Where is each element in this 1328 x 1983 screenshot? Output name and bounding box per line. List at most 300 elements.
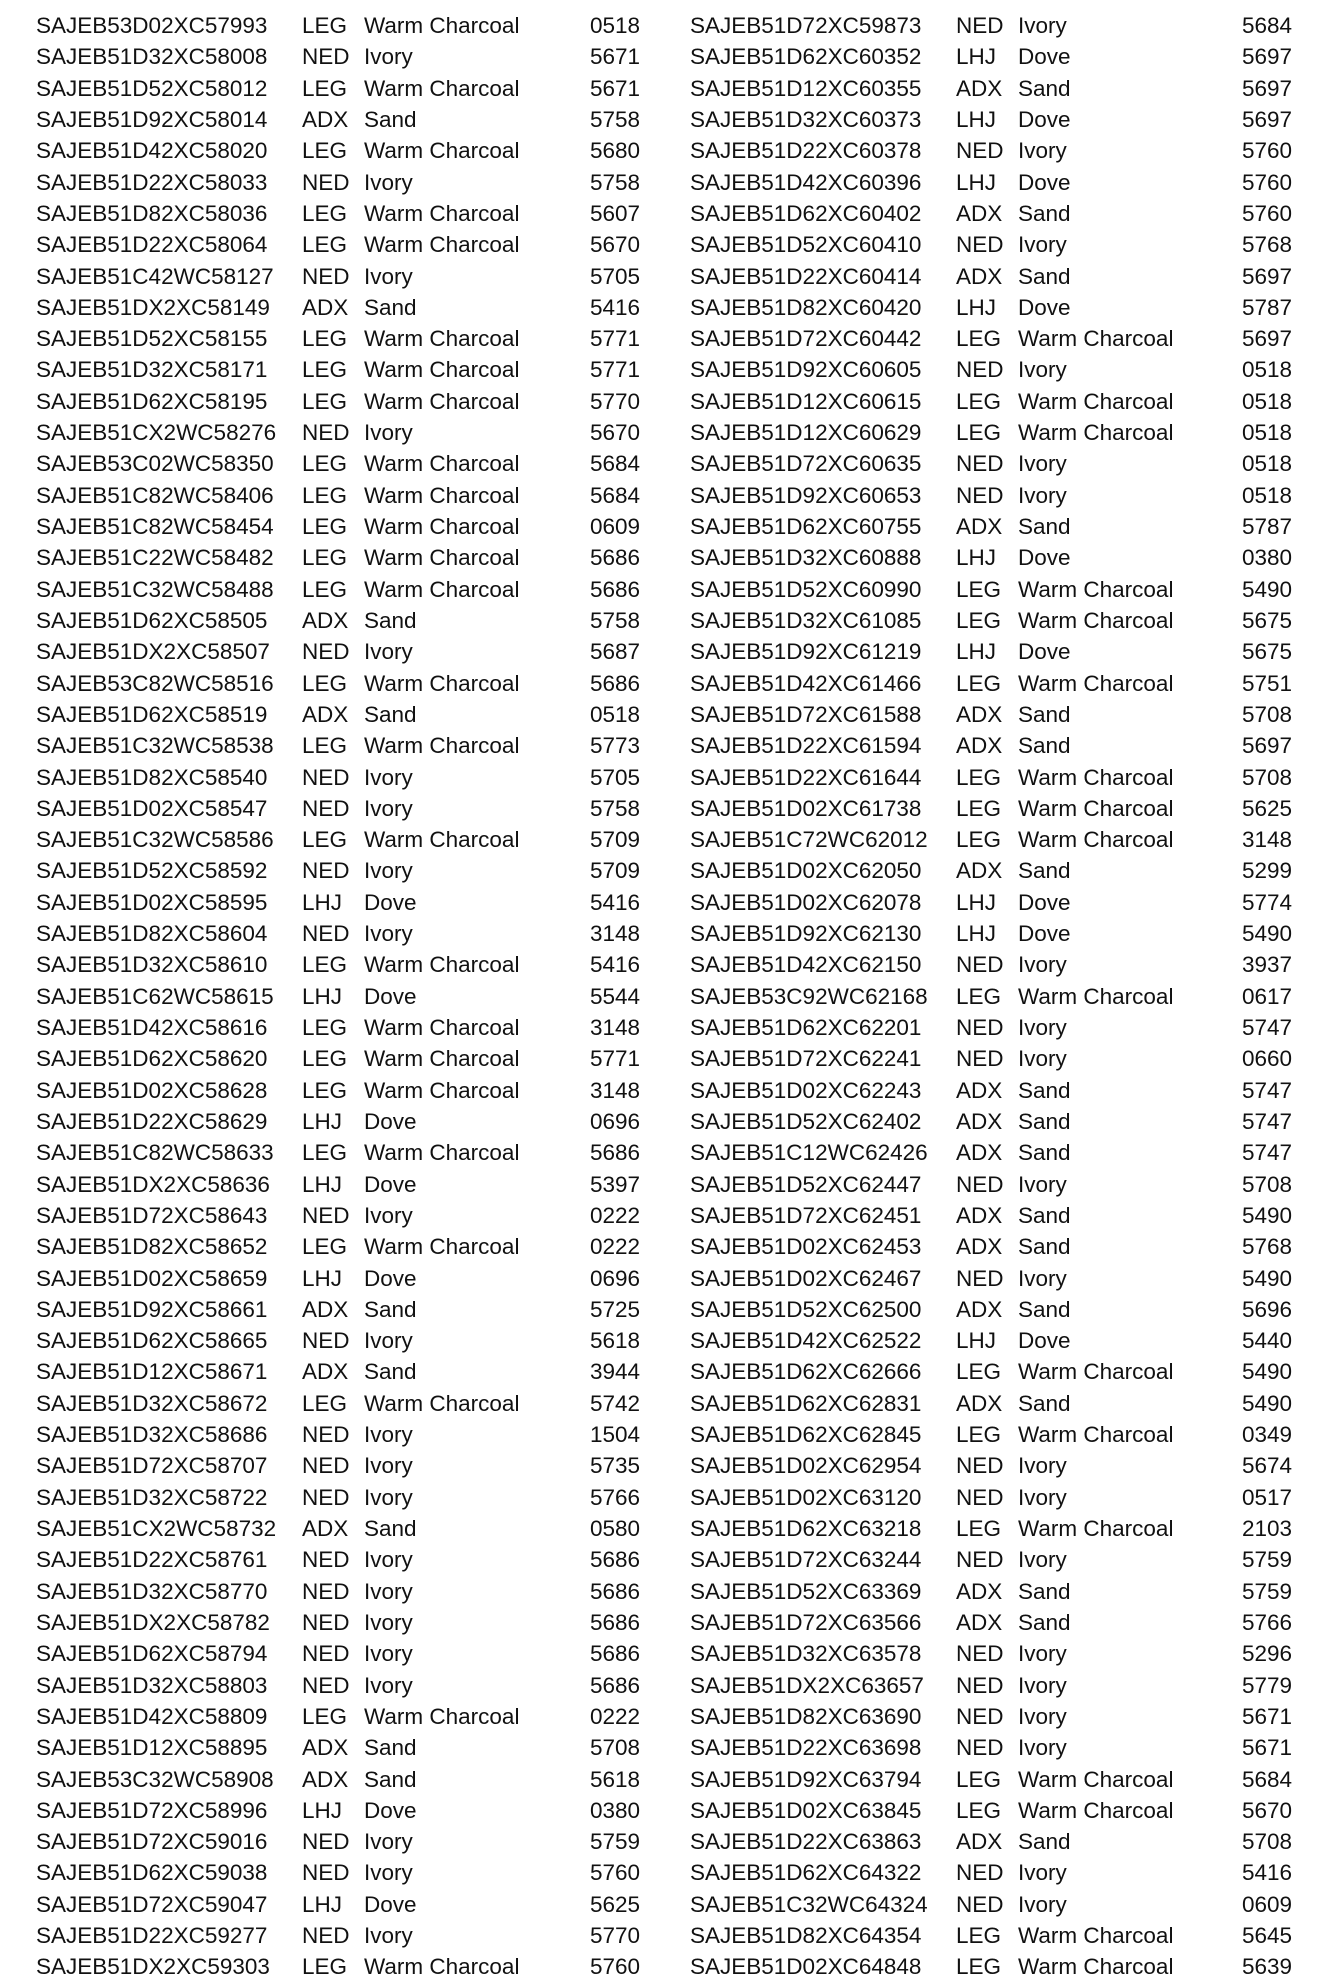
table-row [36, 1638, 648, 1669]
vin-cell: SAJEB51D82XC58604 [36, 921, 268, 947]
code-cell: NED [956, 138, 1004, 164]
code-cell: LEG [956, 764, 1002, 790]
vin-cell: SAJEB51D62XC58195 [36, 388, 268, 414]
code-cell: NED [956, 1672, 1004, 1698]
table-row [36, 1701, 648, 1732]
color-cell: Sand [364, 1296, 417, 1322]
number-cell: 0518 [1242, 482, 1293, 508]
number-cell: 5490 [1242, 1265, 1293, 1291]
table-row [690, 1920, 1300, 1951]
code-cell: NED [302, 1609, 350, 1635]
code-cell: LEG [302, 952, 348, 978]
number-cell: 0222 [590, 1234, 641, 1260]
color-cell: Dove [364, 1797, 417, 1823]
color-cell: Ivory [1018, 1171, 1067, 1197]
code-cell: NED [302, 1641, 350, 1667]
code-cell: ADX [956, 1390, 1003, 1416]
table-row [36, 1951, 648, 1982]
color-cell: Sand [1018, 514, 1071, 539]
color-cell: Dove [1018, 106, 1071, 132]
code-cell: ADX [956, 1140, 1003, 1166]
number-cell: 5671 [1242, 1703, 1293, 1729]
number-cell: 5686 [590, 1672, 641, 1698]
vin-cell: SAJEB51C32WC64324 [690, 1891, 928, 1917]
number-cell: 5618 [590, 1766, 641, 1792]
table-row [690, 1513, 1300, 1544]
table-row [690, 292, 1300, 323]
color-cell: Ivory [1018, 451, 1067, 477]
number-cell: 5709 [590, 858, 641, 884]
code-cell: LHJ [302, 1108, 343, 1134]
table-row [36, 1576, 648, 1607]
color-cell: Warm Charcoal [364, 138, 520, 164]
table-row [690, 1325, 1300, 1356]
table-row [690, 261, 1300, 292]
number-cell: 0380 [590, 1797, 641, 1823]
table-row [36, 1043, 648, 1074]
number-cell: 5625 [1242, 795, 1293, 821]
number-cell: 5760 [590, 1954, 641, 1980]
table-row [36, 480, 648, 511]
code-cell: LEG [302, 388, 348, 414]
code-cell: LEG [302, 200, 348, 226]
color-cell: Dove [1018, 545, 1071, 571]
code-cell: LEG [302, 357, 348, 383]
vin-cell: SAJEB51D42XC62150 [690, 952, 922, 978]
code-cell: ADX [302, 1359, 349, 1385]
number-cell: 5686 [590, 576, 641, 602]
number-cell: 5684 [1242, 1766, 1293, 1792]
vin-cell: SAJEB51D72XC62241 [690, 1046, 922, 1072]
code-cell: ADX [956, 75, 1003, 101]
color-cell: Sand [1018, 1609, 1071, 1635]
table-row [36, 668, 648, 699]
table-row [690, 542, 1300, 573]
vin-cell: SAJEB51D12XC60629 [690, 420, 922, 446]
vin-cell: SAJEB51D02XC62050 [690, 858, 922, 884]
table-row [690, 1356, 1300, 1387]
code-cell: NED [956, 451, 1004, 477]
vin-cell: SAJEB51C72WC62012 [690, 827, 928, 853]
number-cell: 5708 [1242, 1829, 1293, 1855]
number-cell: 5705 [590, 263, 641, 289]
vin-cell: SAJEB53C92WC62168 [690, 983, 928, 1009]
table-row [36, 918, 648, 949]
code-cell: LHJ [302, 983, 343, 1009]
code-cell: ADX [302, 1516, 349, 1541]
code-cell: NED [302, 263, 350, 289]
code-cell: ADX [302, 701, 349, 727]
color-cell: Ivory [364, 1202, 413, 1228]
vin-cell: SAJEB51C12WC62426 [690, 1140, 928, 1166]
code-cell: LHJ [956, 545, 997, 571]
color-cell: Ivory [364, 764, 413, 790]
vin-cell: SAJEB51D62XC58519 [36, 701, 268, 727]
vin-cell: SAJEB51D32XC58672 [36, 1390, 268, 1416]
number-cell: 5697 [1242, 106, 1293, 132]
color-cell: Warm Charcoal [364, 670, 520, 696]
color-cell: Warm Charcoal [1018, 983, 1174, 1009]
table-row [36, 1764, 648, 1795]
table-row [36, 1294, 648, 1325]
table-row [36, 354, 648, 385]
vin-cell: SAJEB51DX2XC58636 [36, 1171, 270, 1197]
color-cell: Sand [364, 294, 417, 320]
color-cell: Ivory [1018, 1703, 1067, 1729]
color-cell: Sand [364, 1735, 417, 1761]
table-row [690, 1075, 1300, 1106]
code-cell: NED [956, 1735, 1004, 1761]
vin-cell: SAJEB51D62XC60352 [690, 44, 922, 70]
color-cell: Sand [1018, 1578, 1071, 1604]
code-cell: NED [302, 44, 350, 70]
code-cell: NED [956, 1703, 1004, 1729]
vin-cell: SAJEB51D52XC62500 [690, 1296, 922, 1322]
table-row [690, 981, 1300, 1012]
number-cell: 5770 [590, 1923, 641, 1949]
code-cell: LHJ [302, 889, 343, 915]
color-cell: Ivory [1018, 1046, 1067, 1072]
vin-cell: SAJEB51D52XC60990 [690, 576, 922, 602]
color-cell: Warm Charcoal [1018, 326, 1174, 352]
table-row [690, 668, 1300, 699]
number-cell: 0609 [1242, 1891, 1293, 1917]
code-cell: NED [956, 482, 1004, 508]
color-cell: Sand [1018, 1140, 1071, 1166]
table-row [36, 730, 648, 761]
color-cell: Ivory [364, 921, 413, 947]
code-cell: ADX [302, 1296, 349, 1322]
vin-cell: SAJEB51D22XC61594 [690, 733, 922, 759]
code-cell: NED [302, 1860, 350, 1886]
color-cell: Warm Charcoal [1018, 576, 1174, 602]
table-row [36, 824, 648, 855]
table-row [690, 167, 1300, 198]
number-cell: 5687 [590, 639, 641, 665]
color-cell: Warm Charcoal [364, 1015, 520, 1040]
code-cell: NED [302, 1672, 350, 1698]
color-cell: Warm Charcoal [364, 545, 520, 571]
table-row [36, 292, 648, 323]
table-row [690, 1607, 1300, 1638]
number-cell: 5747 [1242, 1140, 1293, 1166]
color-cell: Warm Charcoal [1018, 1766, 1174, 1792]
vin-cell: SAJEB51D32XC58008 [36, 44, 268, 70]
table-row [36, 574, 648, 605]
table-row [36, 1075, 648, 1106]
vin-cell: SAJEB51D02XC62453 [690, 1234, 922, 1260]
color-cell: Warm Charcoal [364, 1046, 520, 1072]
table-row [36, 511, 648, 542]
number-cell: 5670 [590, 232, 641, 258]
number-cell: 5671 [1242, 1735, 1293, 1761]
color-cell: Dove [1018, 169, 1071, 195]
number-cell: 0660 [1242, 1046, 1293, 1072]
table-row [690, 1701, 1300, 1732]
number-cell: 5747 [1242, 1077, 1293, 1103]
number-cell: 5686 [590, 1578, 641, 1604]
code-cell: NED [956, 232, 1004, 258]
table-row [690, 855, 1300, 886]
vin-cell: SAJEB51D02XC58628 [36, 1077, 268, 1103]
vin-cell: SAJEB51D02XC64848 [690, 1954, 922, 1980]
code-cell: LEG [956, 1359, 1002, 1385]
color-cell: Warm Charcoal [364, 1140, 520, 1166]
left-column [36, 10, 648, 1983]
vin-cell: SAJEB51C82WC58406 [36, 482, 274, 508]
code-cell: NED [302, 1453, 350, 1479]
number-cell: 3944 [590, 1359, 641, 1385]
number-cell: 5686 [590, 1140, 641, 1166]
table-row [36, 1106, 648, 1137]
color-cell: Warm Charcoal [364, 827, 520, 853]
table-row [36, 855, 648, 886]
vin-cell: SAJEB51D02XC61738 [690, 795, 922, 821]
code-cell: LEG [302, 1954, 348, 1980]
color-cell: Ivory [1018, 1891, 1067, 1917]
table-row [36, 1670, 648, 1701]
table-row [36, 1419, 648, 1450]
number-cell: 5787 [1242, 514, 1293, 539]
table-row [36, 1607, 648, 1638]
table-row [690, 730, 1300, 761]
code-cell: ADX [956, 701, 1003, 727]
color-cell: Sand [364, 607, 417, 633]
code-cell: LEG [302, 451, 348, 477]
code-cell: ADX [302, 607, 349, 633]
code-cell: LHJ [956, 44, 997, 70]
table-row [690, 1137, 1300, 1168]
color-cell: Warm Charcoal [1018, 1923, 1174, 1949]
code-cell: NED [956, 952, 1004, 978]
code-cell: LEG [302, 514, 348, 539]
number-cell: 0518 [590, 13, 641, 38]
number-cell: 5774 [1242, 889, 1293, 915]
color-cell: Sand [364, 1516, 417, 1541]
table-row [690, 1544, 1300, 1575]
table-row [36, 1231, 648, 1262]
vin-cell: SAJEB51DX2XC59303 [36, 1954, 270, 1980]
table-row [690, 1294, 1300, 1325]
color-cell: Ivory [1018, 1547, 1067, 1573]
color-cell: Ivory [364, 1453, 413, 1479]
color-cell: Warm Charcoal [364, 451, 520, 477]
vin-cell: SAJEB51D62XC64322 [690, 1860, 922, 1886]
vin-cell: SAJEB51D42XC62522 [690, 1328, 922, 1354]
vin-cell: SAJEB51C62WC58615 [36, 983, 274, 1009]
color-cell: Warm Charcoal [364, 388, 520, 414]
number-cell: 5758 [590, 106, 641, 132]
table-row [36, 1169, 648, 1200]
table-row [690, 1857, 1300, 1888]
vin-cell: SAJEB51D72XC63566 [690, 1609, 922, 1635]
table-row [690, 824, 1300, 855]
table-row [690, 135, 1300, 166]
color-cell: Ivory [364, 1923, 413, 1949]
color-cell: Dove [1018, 294, 1071, 320]
code-cell: ADX [956, 733, 1003, 759]
code-cell: LEG [956, 795, 1002, 821]
code-cell: NED [302, 1328, 350, 1354]
table-row [690, 1419, 1300, 1450]
vin-cell: SAJEB51D72XC60635 [690, 451, 922, 477]
number-cell: 0349 [1242, 1422, 1293, 1448]
number-cell: 0617 [1242, 983, 1293, 1009]
color-cell: Warm Charcoal [364, 200, 520, 226]
code-cell: ADX [956, 1077, 1003, 1103]
color-cell: Ivory [1018, 232, 1067, 258]
color-cell: Ivory [364, 1547, 413, 1573]
vin-cell: SAJEB51D72XC58707 [36, 1453, 268, 1479]
code-cell: ADX [956, 200, 1003, 226]
vin-cell: SAJEB51D12XC58671 [36, 1359, 268, 1385]
vin-cell: SAJEB51D82XC60420 [690, 294, 922, 320]
color-cell: Warm Charcoal [1018, 388, 1174, 414]
code-cell: LEG [956, 1923, 1002, 1949]
code-cell: LEG [302, 13, 348, 38]
color-cell: Ivory [1018, 1735, 1067, 1761]
vin-cell: SAJEB51DX2XC58782 [36, 1609, 270, 1635]
vin-cell: SAJEB51D62XC58794 [36, 1641, 268, 1667]
code-cell: ADX [302, 106, 349, 132]
number-cell: 5709 [590, 827, 641, 853]
table-row [36, 636, 648, 667]
table-row [690, 104, 1300, 135]
table-row [36, 1137, 648, 1168]
color-cell: Sand [1018, 1202, 1071, 1228]
color-cell: Warm Charcoal [364, 1954, 520, 1980]
code-cell: NED [956, 1547, 1004, 1573]
number-cell: 5771 [590, 1046, 641, 1072]
color-cell: Warm Charcoal [364, 482, 520, 508]
color-cell: Warm Charcoal [364, 1703, 520, 1729]
code-cell: LEG [956, 827, 1002, 853]
number-cell: 5708 [1242, 1171, 1293, 1197]
color-cell: Sand [1018, 1234, 1071, 1260]
code-cell: NED [956, 1860, 1004, 1886]
number-cell: 5674 [1242, 1453, 1293, 1479]
table-row [690, 511, 1300, 542]
color-cell: Warm Charcoal [364, 357, 520, 383]
code-cell: NED [302, 639, 350, 665]
vin-cell: SAJEB51D52XC63369 [690, 1578, 922, 1604]
vin-cell: SAJEB51D02XC62078 [690, 889, 922, 915]
number-cell: 5705 [590, 764, 641, 790]
vin-cell: SAJEB51D02XC58595 [36, 889, 268, 915]
code-cell: LEG [302, 670, 348, 696]
color-cell: Warm Charcoal [1018, 670, 1174, 696]
number-cell: 5680 [590, 138, 641, 164]
vin-cell: SAJEB51D72XC58996 [36, 1797, 268, 1823]
number-cell: 5607 [590, 200, 641, 226]
number-cell: 0222 [590, 1202, 641, 1228]
vin-cell: SAJEB51D22XC58033 [36, 169, 268, 195]
vin-cell: SAJEB51D72XC61588 [690, 701, 922, 727]
number-cell: 5671 [590, 75, 641, 101]
code-cell: LEG [956, 607, 1002, 633]
code-cell: NED [302, 1578, 350, 1604]
color-cell: Warm Charcoal [364, 1390, 520, 1416]
table-row [690, 1951, 1300, 1982]
table-row [690, 1638, 1300, 1669]
number-cell: 5773 [590, 733, 641, 759]
vin-cell: SAJEB51C82WC58633 [36, 1140, 274, 1166]
vin-cell: SAJEB53C32WC58908 [36, 1766, 274, 1792]
code-cell: NED [956, 1641, 1004, 1667]
vin-cell: SAJEB51D52XC58592 [36, 858, 268, 884]
number-cell: 0518 [1242, 420, 1293, 446]
color-cell: Dove [1018, 1328, 1071, 1354]
table-row [690, 793, 1300, 824]
number-cell: 0518 [1242, 388, 1293, 414]
vin-cell: SAJEB51D32XC58770 [36, 1578, 268, 1604]
vin-cell: SAJEB51C22WC58482 [36, 545, 274, 571]
color-cell: Warm Charcoal [364, 1234, 520, 1260]
code-cell: LEG [956, 1797, 1002, 1823]
vin-cell: SAJEB51D02XC62954 [690, 1453, 922, 1479]
color-cell: Ivory [364, 420, 413, 446]
vin-cell: SAJEB51D82XC64354 [690, 1923, 922, 1949]
table-row [690, 1200, 1300, 1231]
color-cell: Ivory [1018, 1015, 1067, 1040]
number-cell: 5771 [590, 326, 641, 352]
number-cell: 5770 [590, 388, 641, 414]
number-cell: 5735 [590, 1453, 641, 1479]
number-cell: 5751 [1242, 670, 1293, 696]
code-cell: NED [302, 1829, 350, 1855]
code-cell: NED [302, 169, 350, 195]
number-cell: 5697 [1242, 733, 1293, 759]
vin-cell: SAJEB51D22XC58629 [36, 1108, 268, 1134]
vin-cell: SAJEB51D82XC63690 [690, 1703, 922, 1729]
vin-cell: SAJEB51D42XC58020 [36, 138, 268, 164]
number-cell: 5684 [590, 482, 641, 508]
code-cell: LHJ [956, 639, 997, 665]
code-cell: NED [956, 1891, 1004, 1917]
number-cell: 5416 [1242, 1860, 1293, 1886]
color-cell: Sand [1018, 1296, 1071, 1322]
color-cell: Warm Charcoal [1018, 827, 1174, 853]
color-cell: Ivory [1018, 482, 1067, 508]
number-cell: 5397 [590, 1171, 641, 1197]
vin-cell: SAJEB51C32WC58586 [36, 827, 274, 853]
color-cell: Warm Charcoal [364, 576, 520, 602]
color-cell: Warm Charcoal [364, 733, 520, 759]
table-row [36, 386, 648, 417]
code-cell: NED [302, 1923, 350, 1949]
number-cell: 5697 [1242, 75, 1293, 101]
vin-cell: SAJEB51C32WC58538 [36, 733, 274, 759]
table-row [690, 73, 1300, 104]
number-cell: 5747 [1242, 1015, 1293, 1040]
vin-cell: SAJEB51D32XC60373 [690, 106, 922, 132]
table-row [36, 198, 648, 229]
color-cell: Warm Charcoal [1018, 795, 1174, 821]
vin-cell: SAJEB51D32XC61085 [690, 607, 922, 633]
table-row [690, 1576, 1300, 1607]
number-cell: 5708 [1242, 701, 1293, 727]
color-cell: Ivory [364, 263, 413, 289]
vin-cell: SAJEB51D72XC60442 [690, 326, 922, 352]
code-cell: LEG [302, 827, 348, 853]
table-row [36, 1544, 648, 1575]
code-cell: LEG [956, 1954, 1002, 1980]
vin-cell: SAJEB51D02XC62467 [690, 1265, 922, 1291]
table-row [690, 949, 1300, 980]
color-cell: Ivory [1018, 357, 1067, 383]
table-row [36, 949, 648, 980]
code-cell: LEG [956, 576, 1002, 602]
